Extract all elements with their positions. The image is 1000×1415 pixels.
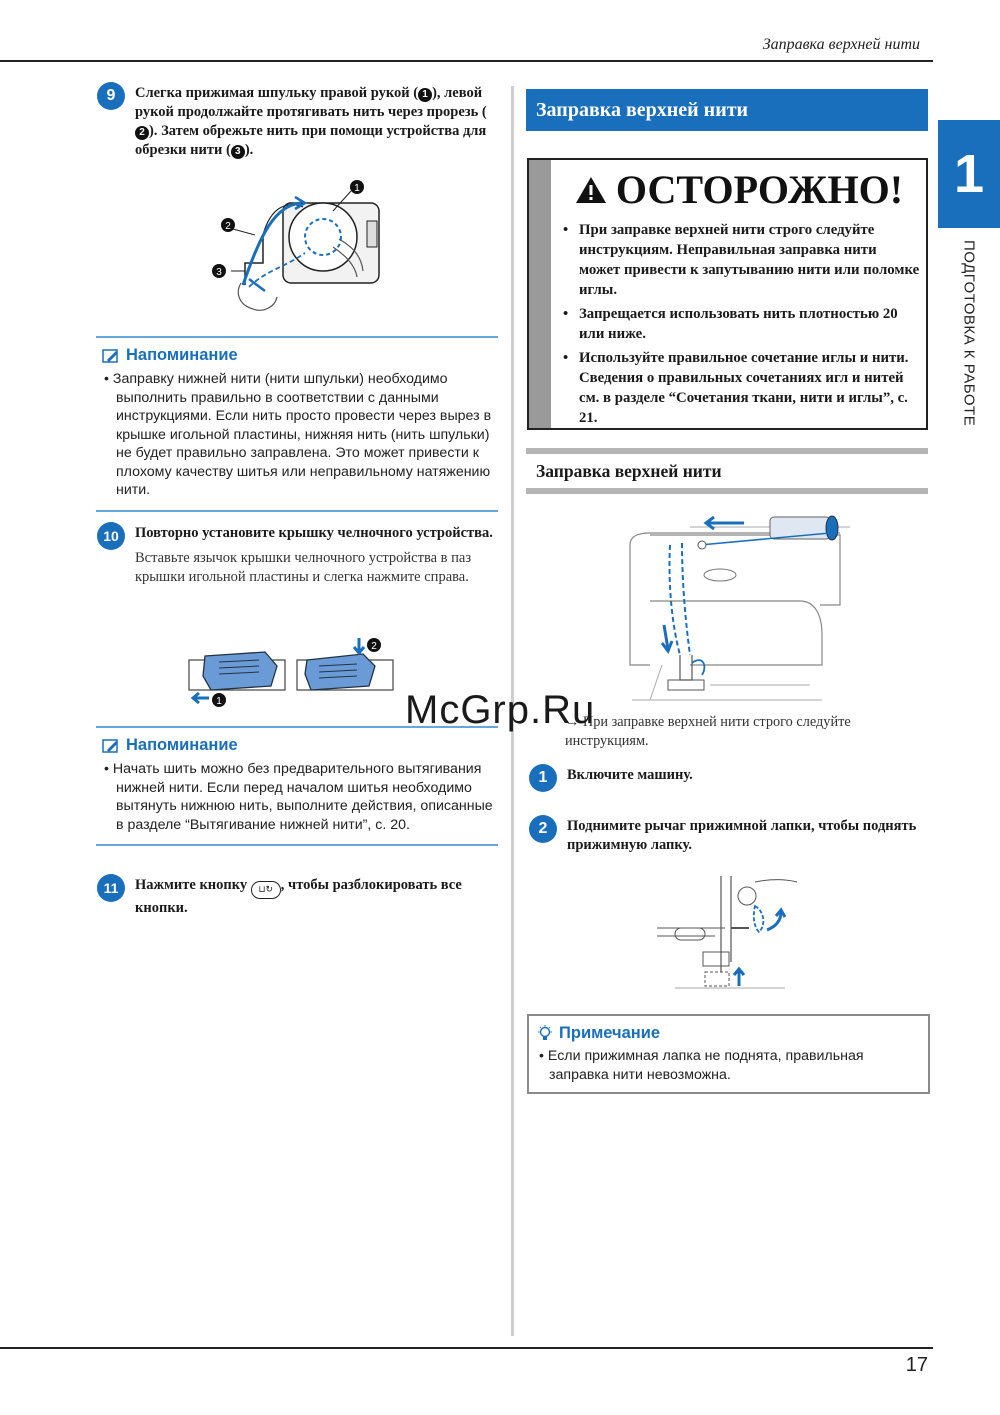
step-1: [529, 766, 929, 792]
figure-label: [367, 638, 381, 652]
running-header: Заправка верхней нити: [762, 36, 920, 53]
note-box: [527, 1014, 930, 1094]
step-text: Слегка прижимая шпульку правой рукой ( 1 ), левой рукой продолжайте протягивать нить через прорезь (2 ). Затем обрежьте нить при помощи устройства для обрезки нити ( 3 ).: [135, 85, 487, 158]
figure-label: [212, 264, 226, 278]
header-rule: [0, 60, 933, 62]
step-number: 1: [529, 764, 557, 792]
lightbulb-icon: [537, 1025, 553, 1043]
svg-text:2: 2: [225, 221, 231, 232]
memo-title: Напоминание: [126, 346, 238, 364]
memo-title: Напоминание: [126, 736, 238, 754]
caution-item: • Запрещается использовать нить плотностью 20 или ниже.: [557, 304, 920, 344]
figure-label: [350, 180, 364, 194]
step-text: Нажмите кнопку ⊔↻ , чтобы разблокировать все кнопки.: [135, 877, 462, 916]
note-title: Примечание: [559, 1024, 661, 1042]
bobbin-cut-illustration: [205, 175, 405, 320]
warning-triangle-icon: [574, 175, 608, 205]
chapter-title: ПОДГОТОВКА К РАБОТЕ: [960, 240, 978, 427]
callout-marker: 3: [231, 145, 245, 159]
caution-item: • При заправке верхней нити строго следуйте инструкциям. Неправильная заправка нити может привести к запутыванию нити или поломке иглы.: [557, 220, 920, 300]
lock-key-icon: ⊔↻: [251, 881, 281, 899]
footer-rule: [0, 1347, 933, 1349]
callout-marker: 2: [135, 126, 149, 140]
pencil-icon: [102, 348, 120, 364]
svg-text:3: 3: [216, 267, 222, 278]
step-2: [529, 817, 929, 855]
machine-threading-illustration: [610, 505, 870, 710]
arrow-note: → При заправке верхней нити строго следуйте инструкциям.: [565, 714, 851, 749]
caution-item: • Используйте правильное сочетание иглы и нити. Сведения о правильных сочетаниях игл и нитей см. в разделе “Сочетания ткани, нити и иглы”, с. 21.: [557, 348, 920, 428]
svg-text:1: 1: [354, 183, 360, 194]
svg-text:1: 1: [216, 696, 222, 707]
memo-body: • Начать шить можно без предварительного вытягивания нижней нити. Если перед началом шитья необходимо вытянуть нижнюю нить, выполните действия, описанные в разделе “Вытягивание нижней нити”, с. 20.: [104, 761, 493, 833]
presser-foot-illustration: [655, 872, 805, 990]
callout-marker: 1: [418, 88, 432, 102]
step-number: 11: [97, 874, 125, 902]
shuttle-cover-illustration: [185, 636, 400, 708]
step-11: [97, 876, 497, 918]
step-10: [97, 524, 497, 587]
step-text: Включите машину.: [567, 767, 693, 783]
step-number: 2: [529, 815, 557, 843]
memo-body: • Заправку нижней нити (нити шпульки) необходимо выполнить правильно в соответствии с данными инструкциями. Если нить просто провести через вырез в крышке игольной пластины, нижняя нить (нить шпульки) не будет правильно заправлена. Это может привести к плохому качеству шитья или неправильному натяжению нити.: [104, 371, 492, 498]
memo-box: [96, 336, 498, 512]
chapter-side-title: [954, 240, 984, 440]
step-text: Поднимите рычаг прижимной лапки, чтобы поднять прижимную лапку.: [567, 818, 917, 853]
caution-box: [527, 158, 928, 430]
page-number: 17: [905, 1354, 928, 1376]
step-number: 10: [97, 522, 125, 550]
step-9: [97, 84, 497, 160]
step-subtext: Вставьте язычок крышки челночного устройства в паз крышки игольной пластины и слегка нажмите справа.: [135, 550, 472, 585]
chapter-tab: 1: [938, 120, 1000, 228]
svg-text:2: 2: [371, 641, 377, 652]
figure-label: [221, 218, 235, 232]
step-text: Повторно установите крышку челночного устройства.: [135, 525, 493, 541]
watermark: McGrp.Ru: [405, 688, 596, 732]
memo-box: [96, 726, 498, 846]
pencil-icon: [102, 738, 120, 754]
note-body: • Если прижимная лапка не поднята, правильная заправка нити невозможна.: [539, 1048, 864, 1083]
section-title: Заправка верхней нити: [526, 89, 928, 131]
figure-label: [212, 693, 226, 707]
step-number: 9: [97, 82, 125, 110]
subsection-title: Заправка верхней нити: [526, 448, 928, 494]
caution-bar: [529, 160, 551, 428]
caution-title: ОСТОРОЖНО!: [615, 167, 904, 212]
